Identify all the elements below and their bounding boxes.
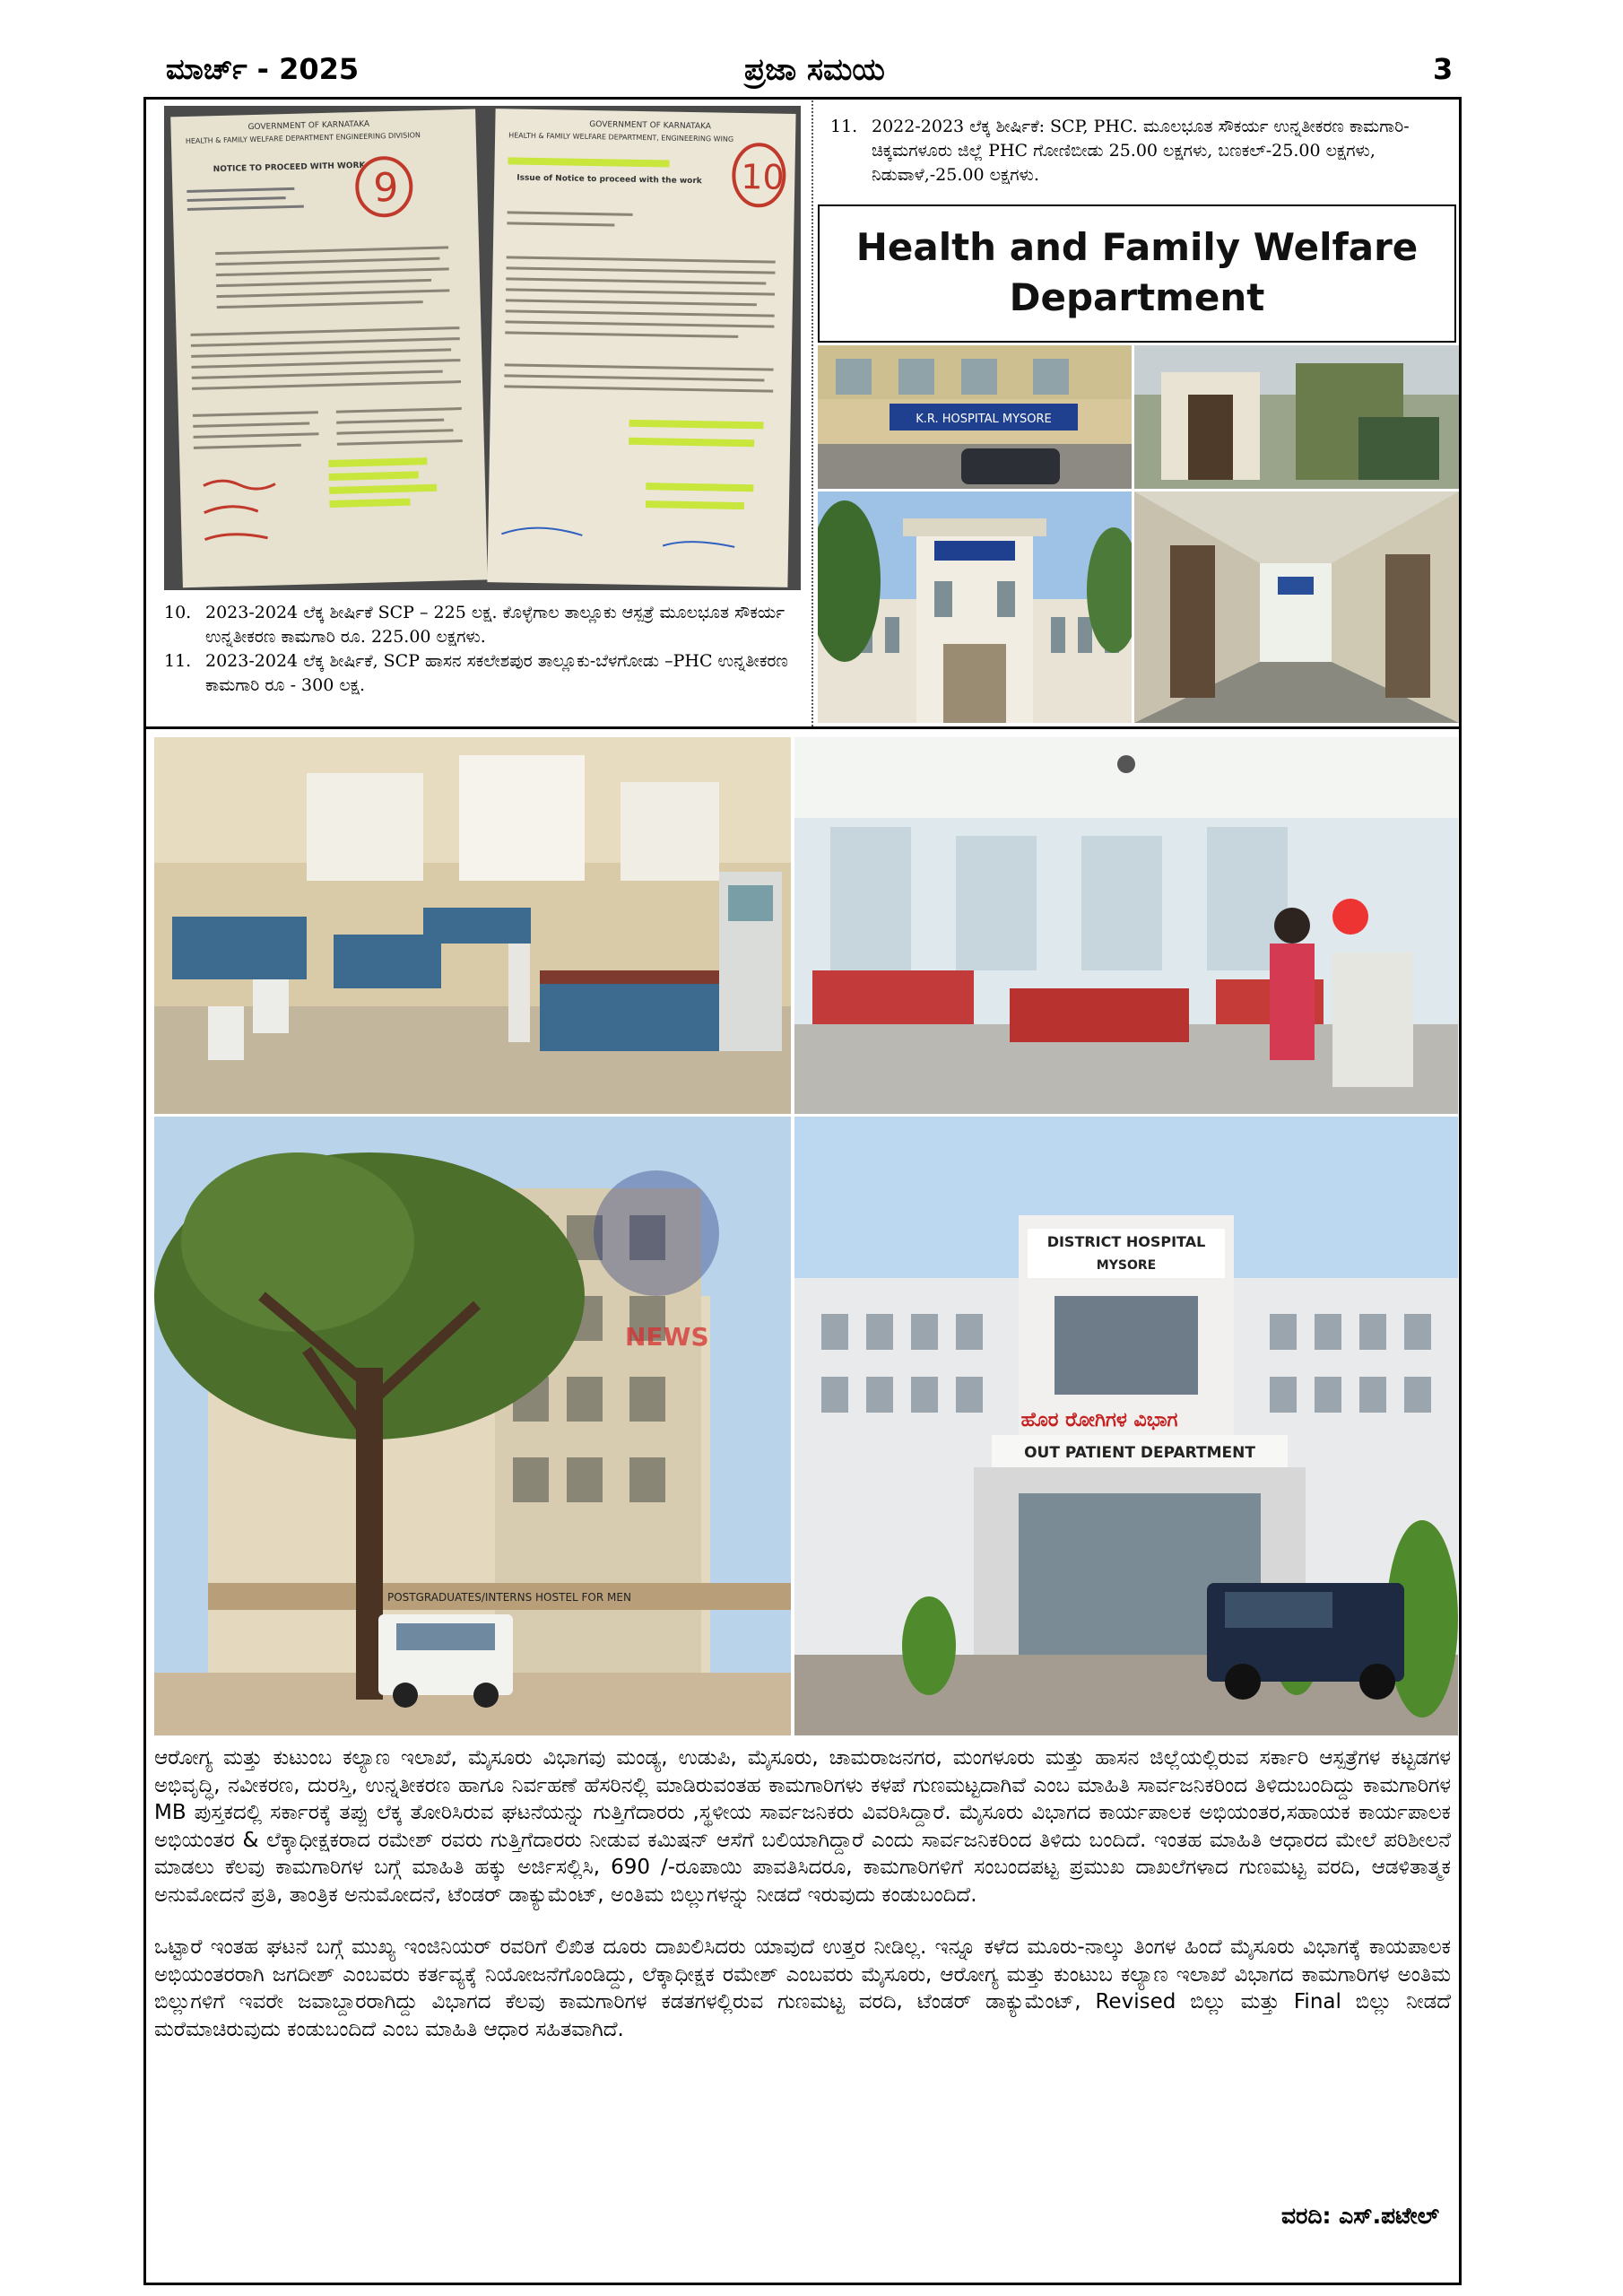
mysore-sign: MYSORE xyxy=(1096,1258,1157,1273)
doc9-dept-header: HEALTH & FAMILY WELFARE DEPARTMENT ENGINEERING DIVISION xyxy=(185,131,421,146)
pg-hostel-building-photo xyxy=(154,1117,791,1735)
watermark: NEWS xyxy=(625,1322,709,1352)
department-banner xyxy=(818,204,1456,343)
doc10-gov-header: GOVERNMENT OF KARNATAKA xyxy=(589,119,711,132)
documents-photo xyxy=(164,106,801,590)
banner-line1: Health and Family Welfare xyxy=(855,225,1419,269)
article-body xyxy=(154,1744,1451,2068)
opd-kannada-sign: ಹೊರ ರೋಗಿಗಳ ವಿಭಾಗ xyxy=(1020,1409,1178,1431)
column-divider xyxy=(812,100,813,726)
banner-line2: Department xyxy=(1009,275,1265,319)
pg-hostel-sign: POSTGRADUATES/INTERNS HOSTEL FOR MEN xyxy=(387,1591,631,1604)
article-paragraph-1: ಆರೋಗ್ಯ ಮತ್ತು ಕುಟುಂಬ ಕಲ್ಯಾಣ ಇಲಾಖೆ, ಮೈಸೂರು ವಿಭಾಗವು ಮಂಡ್ಯ, ಉಡುಪಿ, ಮೈಸೂರು, ಚಾಮರಾಜನಗರ, ಮಂಗಳೂರು ಮತ್ತು ಹಾಸನ ಜಿಲ್ಲೆಯಲ್ಲಿರುವ ಸರ್ಕಾರಿ ಆಸ್ಪತ್ರೆಗಳ ಕಟ್ಟಡಗಳ ಅಭಿವೃದ್ಧಿ, ನವೀಕರಣ, ದುರಸ್ತಿ, ಉನ್ನತೀಕರಣ ಹಾಗೂ ನಿರ್ವಹಣೆ ಹೆಸರಿನಲ್ಲಿ ಮಾಡಿರುವಂತಹ ಕಾಮಗಾರಿಗಳು ಕಳಪೆ ಗುಣಮಟ್ಟದಾಗಿವೆ ಎಂಬ ಮಾಹಿತಿ ಸಾರ್ವಜನಿಕರಿಂದ ತಿಳಿದುಬಂದಿದ್ದು ಕಾಮಗಾರಿಗಳ MB ಪುಸ್ತಕದಲ್ಲಿ ಸರ್ಕಾರಕ್ಕೆ ತಪ್ಪು ಲೆಕ್ಕ ತೋರಿಸಿರುವ ಘಟನೆಯನ್ನು ಗುತ್ತಿಗೆದಾರರು ,ಸ್ಥಳೀಯ ಸಾರ್ವಜನಿಕರು ವಿವರಿಸಿದ್ದಾರೆ. ಮೈಸೂರು ವಿಭಾಗದ ಕಾರ್ಯಪಾಲಕ ಅಭಿಯಂತರ,ಸಹಾಯಕ ಕಾರ್ಯಪಾಲಕ ಅಭಿಯಂತರ & ಲೆಕ್ಕಾಧೀಕ್ಷಕರಾದ ರಮೇಶ್ ರವರು ಗುತ್ತಿಗೆದಾರರು ನೀಡುವ ಕಮಿಷನ್ ಆಸೆಗೆ ಬಲಿಯಾಗಿದ್ದಾರೆ ಎಂದು ಸಾರ್ವಜನಿಕರಿಂದ ತಿಳಿದು ಬಂದಿದೆ. ಇಂತಹ ಮಾಹಿತಿ ಆಧಾರದ ಮೇಲೆ ಪರಿಶೀಲನೆ ಮಾಡಲು ಕೆಲವು ಕಾಮಗಾರಿಗಳ ಬಗ್ಗೆ ಮಾಹಿತಿ ಹಕ್ಕು ಅರ್ಜಿಸಲ್ಲಿಸಿ, 690 /-ರೂಪಾಯಿ ಪಾವತಿಸಿದರೂ, ಕಾಮಗಾರಿಗಳಿಗೆ ಸಂಬಂದಪಟ್ಟ ಪ್ರಮುಖ ದಾಖಲೆಗಳಾದ ಗುಣಮಟ್ಟ ವರದಿ, ಆಡಳಿತಾತ್ಮಕ ಅನುಮೋದನೆ ಪ್ರತಿ, ತಾಂತ್ರಿಕ ಅನುಮೋದನೆ, ಟೆಂಡರ್ ಡಾಕ್ಯುಮೆಂಟ್, ಅಂತಿಮ ಬಿಲ್ಲುಗಳನ್ನು ನೀಡದೆ ಇರುವುದು ಕಂಡುಬಂದಿದೆ. xyxy=(154,1746,1451,1907)
district-hospital-sign: DISTRICT HOSPITAL xyxy=(1046,1233,1206,1250)
left-caption-list xyxy=(164,601,803,698)
masthead-date: ಮಾರ್ಚ್ - 2025 xyxy=(166,52,360,86)
dialysis-ward-photo xyxy=(154,737,791,1114)
doc9-subject: NOTICE TO PROCEED WITH WORK xyxy=(213,161,366,175)
article-paragraph-2: ಒಟ್ಟಾರೆ ಇಂತಹ ಘಟನೆ ಬಗ್ಗೆ ಮುಖ್ಯ ಇಂಜಿನಿಯರ್ ರವರಿಗೆ ಲಿಖಿತ ದೂರು ದಾಖಲಿಸಿದರು ಯಾವುದೆ ಉತ್ತರ ನೀಡಿಲ್ಲ. ಇನ್ನೂ ಕಳೆದ ಮೂರು-ನಾಲ್ಕು ತಿಂಗಳ ಹಿಂದೆ ಮೈಸೂರು ವಿಭಾಗಕ್ಕೆ ಕಾಯಪಾಲಕ ಅಭಿಯಂತರರಾಗಿ ಜಗದೀಶ್ ಎಂಬವರು ಕರ್ತವ್ಯಕ್ಕೆ ನಿಯೋಜನೆಗೊಂಡಿದ್ದು, ಲೆಕ್ಕಾಧೀಕ್ಷಕ ರಮೇಶ್ ಎಂಬವರು ಮೈಸೂರು, ಆರೋಗ್ಯ ಮತ್ತು ಕುಂಟುಬ ಕಲ್ಯಾಣ ಇಲಾಖೆ ವಿಭಾಗದ ಕಾಮಗಾರಿಗಳ ಅಂತಿಮ ಬಿಲ್ಲುಗಳಿಗೆ ಇವರೇ ಜವಾಬ್ದಾರರಾಗಿದ್ದು ವಿಭಾಗದ ಕೆಲವು ಕಾಮಗಾರಿಗಳ ಕಡತಗಳಲ್ಲಿರುವ ಗುಣಮಟ್ಟ ವರದಿ, ಟೆಂಡರ್ ಡಾಕ್ಯುಮೆಂಟ್, Revised ಬಿಲ್ಲು ಮತ್ತು Final ಬಿಲ್ಲು ನೀಡದೆ ಮರೆಮಾಚಿರುವುದು ಕಂಡುಬಂದಿದೆ ಎಂಬ ಮಾಹಿತಿ ಆಧಾರ ಸಹಿತವಾಗಿದೆ. xyxy=(154,1935,1451,2041)
icu-ward-photo xyxy=(794,737,1458,1114)
article-byline: ವರದಿ: ಎಸ್.ಪಟೇಲ್ xyxy=(1281,2203,1439,2229)
doc10-dept-header: HEALTH & FAMILY WELFARE DEPARTMENT, ENGINEERING WING xyxy=(508,131,734,144)
doc9-gov-header: GOVERNMENT OF KARNATAKA xyxy=(247,119,370,133)
district-hospital-photo xyxy=(794,1117,1458,1735)
masthead-title: ಪ್ರಜಾ ಸಮಯ xyxy=(744,52,885,88)
section-divider xyxy=(143,726,1462,729)
kr-hospital-entrance-photo xyxy=(818,345,1132,489)
doc10-circle-number: 10 xyxy=(740,156,785,197)
hallway-photo xyxy=(1134,491,1459,723)
hospital-corridor-photo xyxy=(1134,345,1459,489)
page-number: 3 xyxy=(1433,52,1454,86)
right-caption: 11. 2022-2023 ಲೆಕ್ಕ ಶೀರ್ಷಿಕೆ: SCP, PHC. ಮೂಲಭೂತ ಸೌಕರ್ಯ ಉನ್ನತೀಕರಣ ಕಾಮಗಾರಿ- ಚಿಕ್ಕಮಗಳೂರು ಜಿಲ್ಲೆ PHC ಗೋಣಿಬೀಡು 25.00 ಲಕ್ಷಗಳು, ಬಣಕಲ್-25.00 ಲಕ್ಷಗಳು, ನಿಡುವಾಳೆ,-25.00 ಲಕ್ಷಗಳು. xyxy=(830,117,1410,185)
doc9-circle-number: 9 xyxy=(372,164,400,212)
opd-english-sign: OUT PATIENT DEPARTMENT xyxy=(1024,1444,1255,1462)
kr-hospital-sign: K.R. HOSPITAL MYSORE xyxy=(916,413,1052,426)
kr-hospital-building-photo xyxy=(818,491,1132,723)
doc10-subject: Issue of Notice to proceed with the work xyxy=(516,173,702,187)
list-item: 10. 2023-2024 ಲೆಕ್ಕ ಶೀರ್ಷಿಕೆ SCP – 225 ಲಕ್ಷ. ಕೊಳ್ಳೆಗಾಲ ತಾಲ್ಲೂಕು ಆಸ್ಪತ್ರೆ ಮೂಲಭೂತ ಸೌಕರ್ಯ ಉನ್ನತೀಕರಣ ಕಾಮಗಾರಿ ರೂ. 225.00 ಲಕ್ಷಗಳು. xyxy=(164,603,785,647)
list-item: 11. 2023-2024 ಲೆಕ್ಕ ಶೀರ್ಷಿಕೆ, SCP ಹಾಸನ ಸಕಲೇಶಪುರ ತಾಲ್ಲೂಕು-ಬೆಳಗೋಡು –PHC ಉನ್ನತೀಕರಣ ಕಾಮಗಾರಿ ರೂ - 300 ಲಕ್ಷ. xyxy=(164,651,788,695)
